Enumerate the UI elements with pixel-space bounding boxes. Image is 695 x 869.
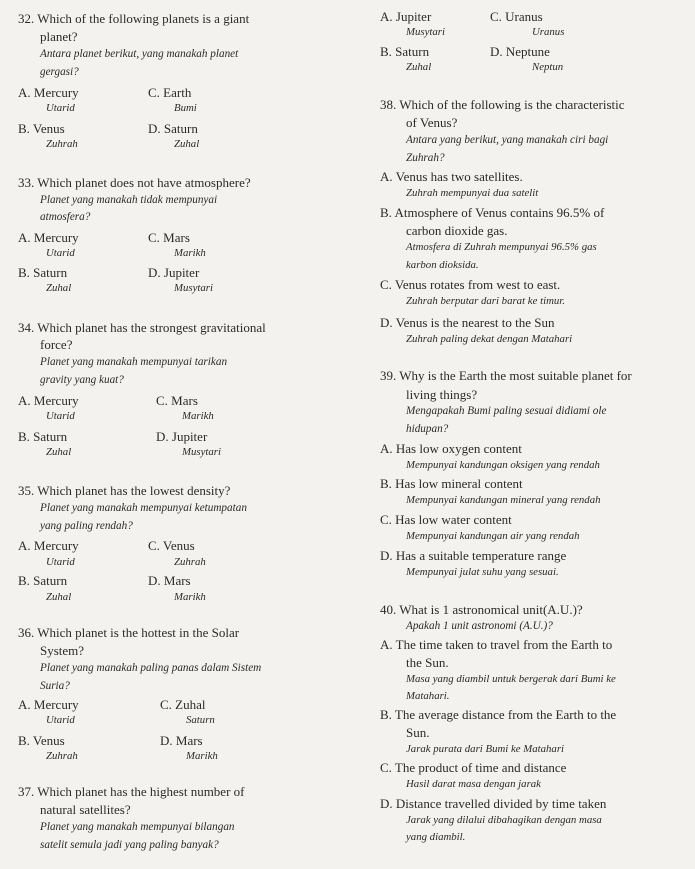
q36-option-d[interactable]: D. Mars [160,733,203,748]
q32-option-a[interactable]: A. Mercury [18,85,79,100]
q40-option-d-malay-1: Jarak yang dilalui dibahagikan dengan masa [406,814,602,826]
q36-option-b[interactable]: B. Venus [18,733,65,748]
q38-option-b-line2: carbon dioxide gas. [406,223,508,238]
q35-option-a-malay: Utarid [46,556,75,568]
q38-option-c[interactable]: C. Venus rotates from west to east. [380,277,561,292]
q40-text-en-1: 40. What is 1 astronomical unit(A.U.)? [380,602,583,617]
q32-option-d-malay: Zuhal [174,138,200,150]
q36-option-c[interactable]: C. Zuhal [160,697,206,712]
q38-option-a-malay: Zuhrah mempunyai dua satelit [406,187,539,199]
q36-option-a[interactable]: A. Mercury [18,697,79,712]
q36-text-id-1: Planet yang manakah paling panas dalam Sistem [40,662,262,674]
q35-option-d-malay: Marikh [174,591,206,603]
q36-text-en-2: System? [40,643,85,658]
q33-text-id-1: Planet yang manakah tidak mempunyai [40,194,218,206]
q32-option-d[interactable]: D. Saturn [148,121,198,136]
q39-option-a[interactable]: A. Has low oxygen content [380,441,522,456]
q38-option-d-malay: Zuhrah paling dekat dengan Matahari [406,333,573,345]
q32-option-c[interactable]: C. Earth [148,85,192,100]
q37-text-en-1: 37. Which planet has the highest number of [18,784,245,799]
q33-option-a[interactable]: A. Mercury [18,230,79,245]
q36-text-id-2: Suria? [40,680,70,692]
q37-option-d[interactable]: D. Neptune [490,44,550,59]
q39-text-en-1: 39. Why is the Earth the most suitable planet for [380,368,632,383]
q37-option-b[interactable]: B. Saturn [380,44,430,59]
q35-text-en-1: 35. Which planet has the lowest density? [18,483,231,498]
q37-option-c[interactable]: C. Uranus [490,9,543,24]
q37-option-d-malay: Neptun [532,61,564,73]
q39-option-c[interactable]: C. Has low water content [380,512,512,527]
q39-text-en-2: living things? [406,387,478,402]
q39-text-id-2: hidupan? [406,423,449,435]
q40-option-c[interactable]: C. The product of time and distance [380,760,567,775]
q37-text-en-2: natural satellites? [40,802,131,817]
q40-option-b[interactable]: B. The average distance from the Earth to the [380,707,617,722]
q37-option-a-malay: Musytari [406,26,445,38]
q38-option-a[interactable]: A. Venus has two satellites. [380,169,523,184]
q39-option-d-malay: Mempunyai julat suhu yang sesuai. [406,566,559,578]
q40-option-b-line2: Sun. [406,725,430,740]
q36-option-a-malay: Utarid [46,714,75,726]
q34-text-id-2: gravity yang kuat? [40,374,124,386]
q36-text-en-1: 36. Which planet is the hottest in the Solar [18,625,240,640]
q36-option-c-malay: Saturn [186,714,215,726]
q38-text-en-2: of Venus? [406,115,458,130]
q35-text-id-1: Planet yang manakah mempunyai ketumpatan [40,502,247,514]
q32-text-en-2: planet? [40,29,78,44]
q39-option-b[interactable]: B. Has low mineral content [380,476,523,491]
q37-text-id-1: Planet yang manakah mempunyai bilangan [40,821,235,833]
q33-option-d[interactable]: D. Jupiter [148,265,200,280]
q35-option-c-malay: Zuhrah [174,556,206,568]
q34-option-b[interactable]: B. Saturn [18,429,68,444]
q34-option-b-malay: Zuhal [46,446,72,458]
q40-option-d-malay-2: yang diambil. [406,831,466,843]
q40-option-a-malay-1: Masa yang diambil untuk bergerak dari Bumi ke [406,673,616,685]
q38-text-en-1: 38. Which of the following is the characteristic [380,97,625,112]
q34-option-c[interactable]: C. Mars [156,393,198,408]
q40-option-d[interactable]: D. Distance travelled divided by time taken [380,796,607,811]
q35-option-c[interactable]: C. Venus [148,538,195,553]
q38-option-b[interactable]: B. Atmosphere of Venus contains 96.5% of [380,205,605,220]
q38-option-b-malay-1: Atmosfera di Zuhrah mempunyai 96.5% gas [406,241,597,253]
q40-option-b-malay: Jarak purata dari Bumi ke Matahari [406,743,565,755]
q32-text-id-1: Antara planet berikut, yang manakah planet [40,48,239,60]
q33-text-id-2: atmosfera? [40,211,91,223]
q34-text-en-1: 34. Which planet has the strongest gravitational [18,320,266,335]
q39-option-b-malay: Mempunyai kandungan mineral yang rendah [406,494,601,506]
q39-option-d[interactable]: D. Has a suitable temperature range [380,548,567,563]
q40-option-c-malay: Hasil darat masa dengan jarak [406,778,541,790]
q32-option-a-malay: Utarid [46,102,75,114]
q34-option-a[interactable]: A. Mercury [18,393,79,408]
q38-text-id-2: Zuhrah? [406,152,445,164]
q32-option-c-malay: Bumi [174,102,197,114]
q33-option-b[interactable]: B. Saturn [18,265,68,280]
q34-option-d[interactable]: D. Jupiter [156,429,208,444]
q40-text-id-1: Apakah 1 unit astronomi (A.U.)? [406,620,553,632]
q37-option-b-malay: Zuhal [406,61,432,73]
q38-option-d[interactable]: D. Venus is the nearest to the Sun [380,315,555,330]
q40-option-a-line2: the Sun. [406,655,449,670]
q34-text-id-1: Planet yang manakah mempunyai tarikan [40,356,228,368]
q39-option-c-malay: Mempunyai kandungan air yang rendah [406,530,580,542]
q38-text-id-1: Antara yang berikut, yang manakah ciri bagi [406,134,609,146]
q34-text-en-2: force? [40,337,73,352]
q33-option-d-malay: Musytari [174,282,213,294]
q32-option-b[interactable]: B. Venus [18,121,65,136]
q35-option-a[interactable]: A. Mercury [18,538,79,553]
q35-option-d[interactable]: D. Mars [148,573,191,588]
q33-option-c-malay: Marikh [174,247,206,259]
q34-option-a-malay: Utarid [46,410,75,422]
q36-option-b-malay: Zuhrah [46,750,78,762]
q32-text-en-1: 32. Which of the following planets is a giant [18,11,250,26]
q32-text-id-2: gergasi? [40,66,79,78]
q35-text-id-2: yang paling rendah? [40,520,133,532]
q40-option-a-malay-2: Matahari. [406,690,450,702]
q37-option-a[interactable]: A. Jupiter [380,9,432,24]
q38-option-c-malay: Zuhrah berputar dari barat ke timur. [406,295,565,307]
q37-text-id-2: satelit semula jadi yang paling banyak? [40,839,219,851]
q32-option-b-malay: Zuhrah [46,138,78,150]
q34-option-c-malay: Marikh [182,410,214,422]
q40-option-a[interactable]: A. The time taken to travel from the Earth to [380,637,613,652]
q39-text-id-1: Mengapakah Bumi paling sesuai didiami ole [406,405,607,417]
q33-option-a-malay: Utarid [46,247,75,259]
q33-text-en-1: 33. Which planet does not have atmosphere? [18,175,251,190]
q37-option-c-malay: Uranus [532,26,565,38]
q33-option-c[interactable]: C. Mars [148,230,190,245]
q33-option-b-malay: Zuhal [46,282,72,294]
q35-option-b[interactable]: B. Saturn [18,573,68,588]
q38-option-b-malay-2: karbon dioksida. [406,259,479,271]
q34-option-d-malay: Musytari [182,446,221,458]
q39-option-a-malay: Mempunyai kandungan oksigen yang rendah [406,459,600,471]
q36-option-d-malay: Marikh [186,750,218,762]
q35-option-b-malay: Zuhal [46,591,72,603]
